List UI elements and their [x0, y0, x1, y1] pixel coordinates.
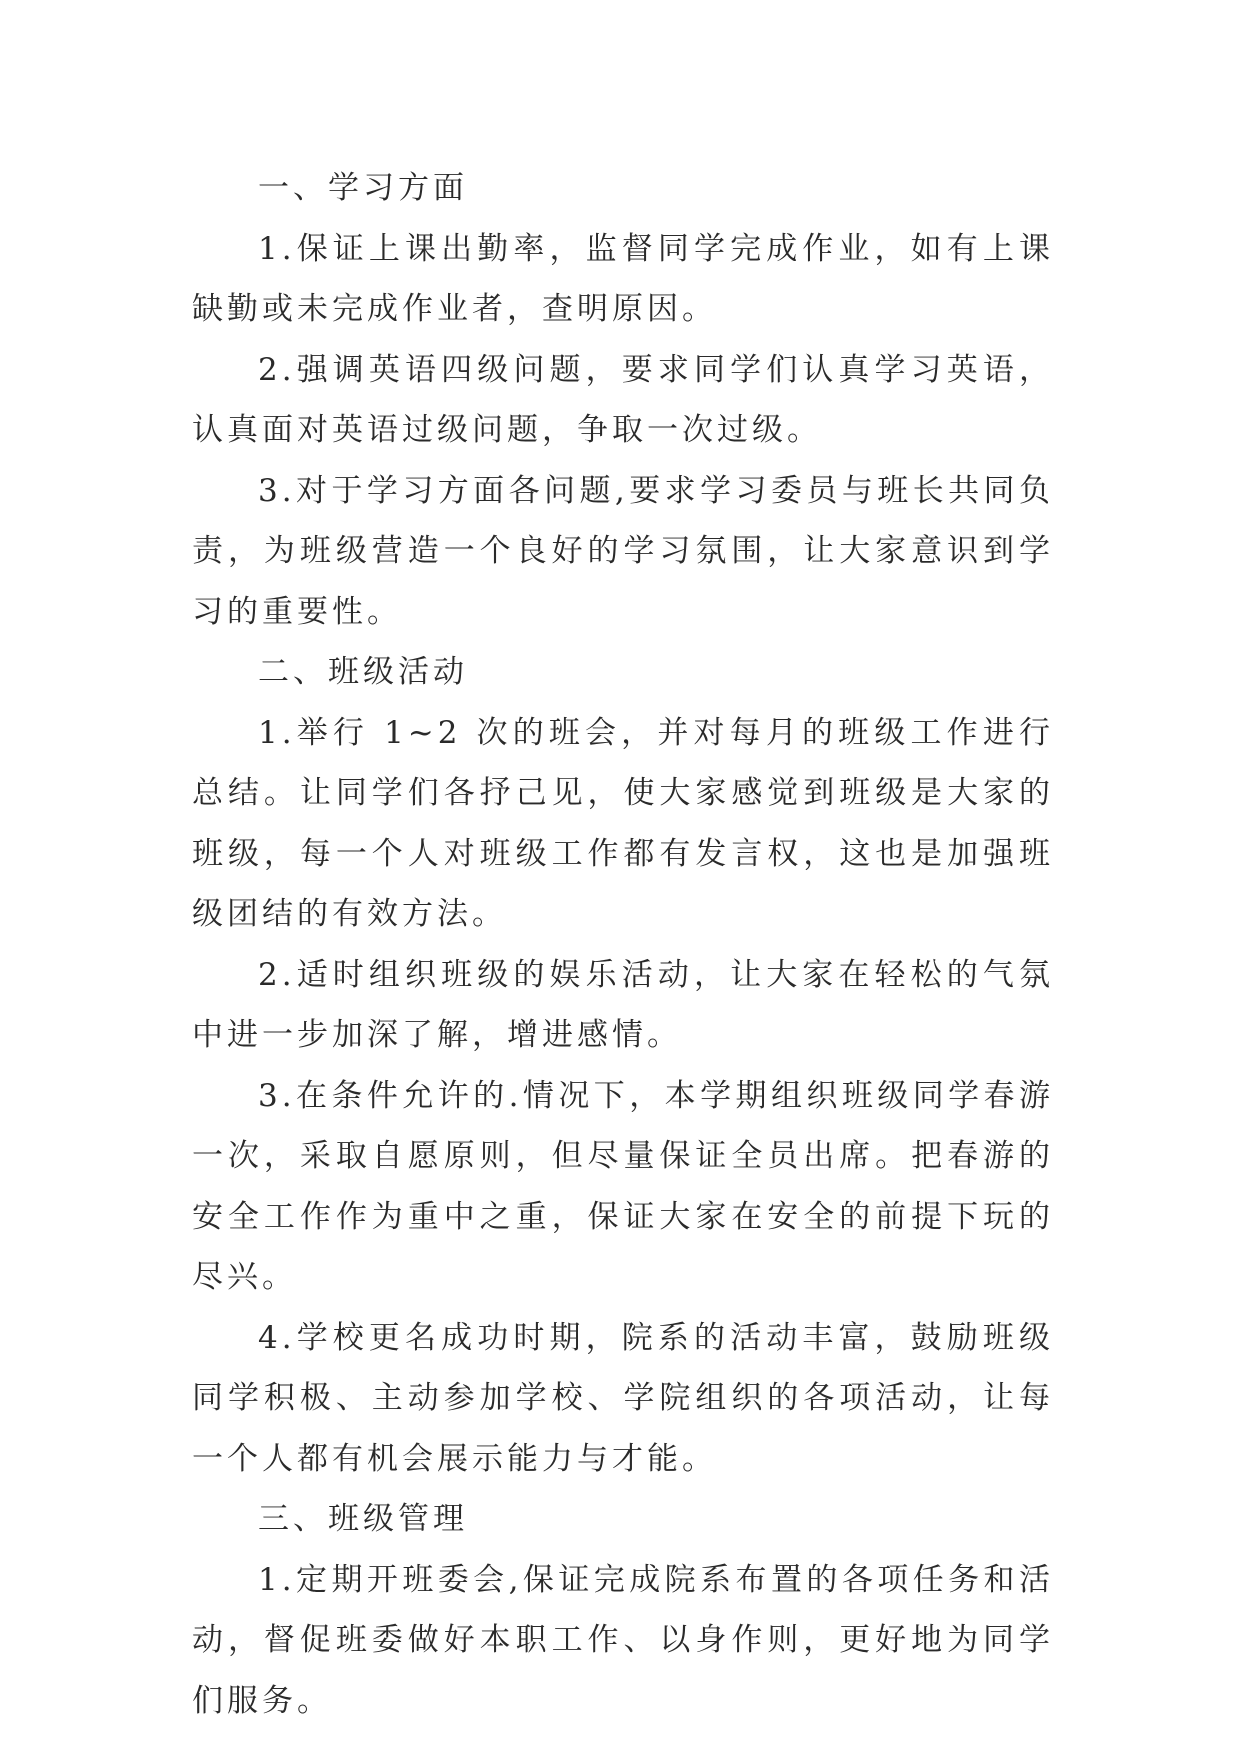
section-heading-activities: 二、班级活动 — [258, 654, 468, 690]
paragraph-activities-1: 1.举行 1~2 次的班会，并对每月的班级工作进行总结。让同学们各抒己见，使大家感觉到班级是大家的班级，每一个人对班级工作都有发言权，这也是加强班级团结的有效方法。 — [192, 714, 1054, 932]
section-heading-management: 三、班级管理 — [258, 1501, 468, 1537]
paragraph-study-2: 2.强调英语四级问题，要求同学们认真学习英语，认真面对英语过级问题，争取一次过级。 — [192, 351, 1054, 448]
section-heading-study: 一、学习方面 — [258, 170, 468, 206]
paragraph-management-1: 1.定期开班委会,保证完成院系布置的各项任务和活动，督促班委做好本职工作、以身作则，更好地为同学们服务。 — [192, 1561, 1054, 1719]
paragraph-activities-3: 3.在条件允许的.情况下，本学期组织班级同学春游一次，采取自愿原则，但尽量保证全员出席。把春游的安全工作作为重中之重，保证大家在安全的前提下玩的尽兴。 — [192, 1077, 1054, 1295]
paragraph-activities-4: 4.学校更名成功时期，院系的活动丰富，鼓励班级同学积极、主动参加学校、学院组织的各项活动，让每一个人都有机会展示能力与才能。 — [192, 1319, 1054, 1477]
document-body — [192, 158, 1054, 1731]
paragraph-activities-2: 2.适时组织班级的娱乐活动，让大家在轻松的气氛中进一步加深了解，增进感情。 — [192, 956, 1054, 1053]
paragraph-study-3: 3.对于学习方面各问题,要求学习委员与班长共同负责，为班级营造一个良好的学习氛围，让大家意识到学习的重要性。 — [192, 472, 1054, 630]
paragraph-study-1: 1.保证上课出勤率，监督同学完成作业，如有上课缺勤或未完成作业者，查明原因。 — [192, 230, 1054, 327]
